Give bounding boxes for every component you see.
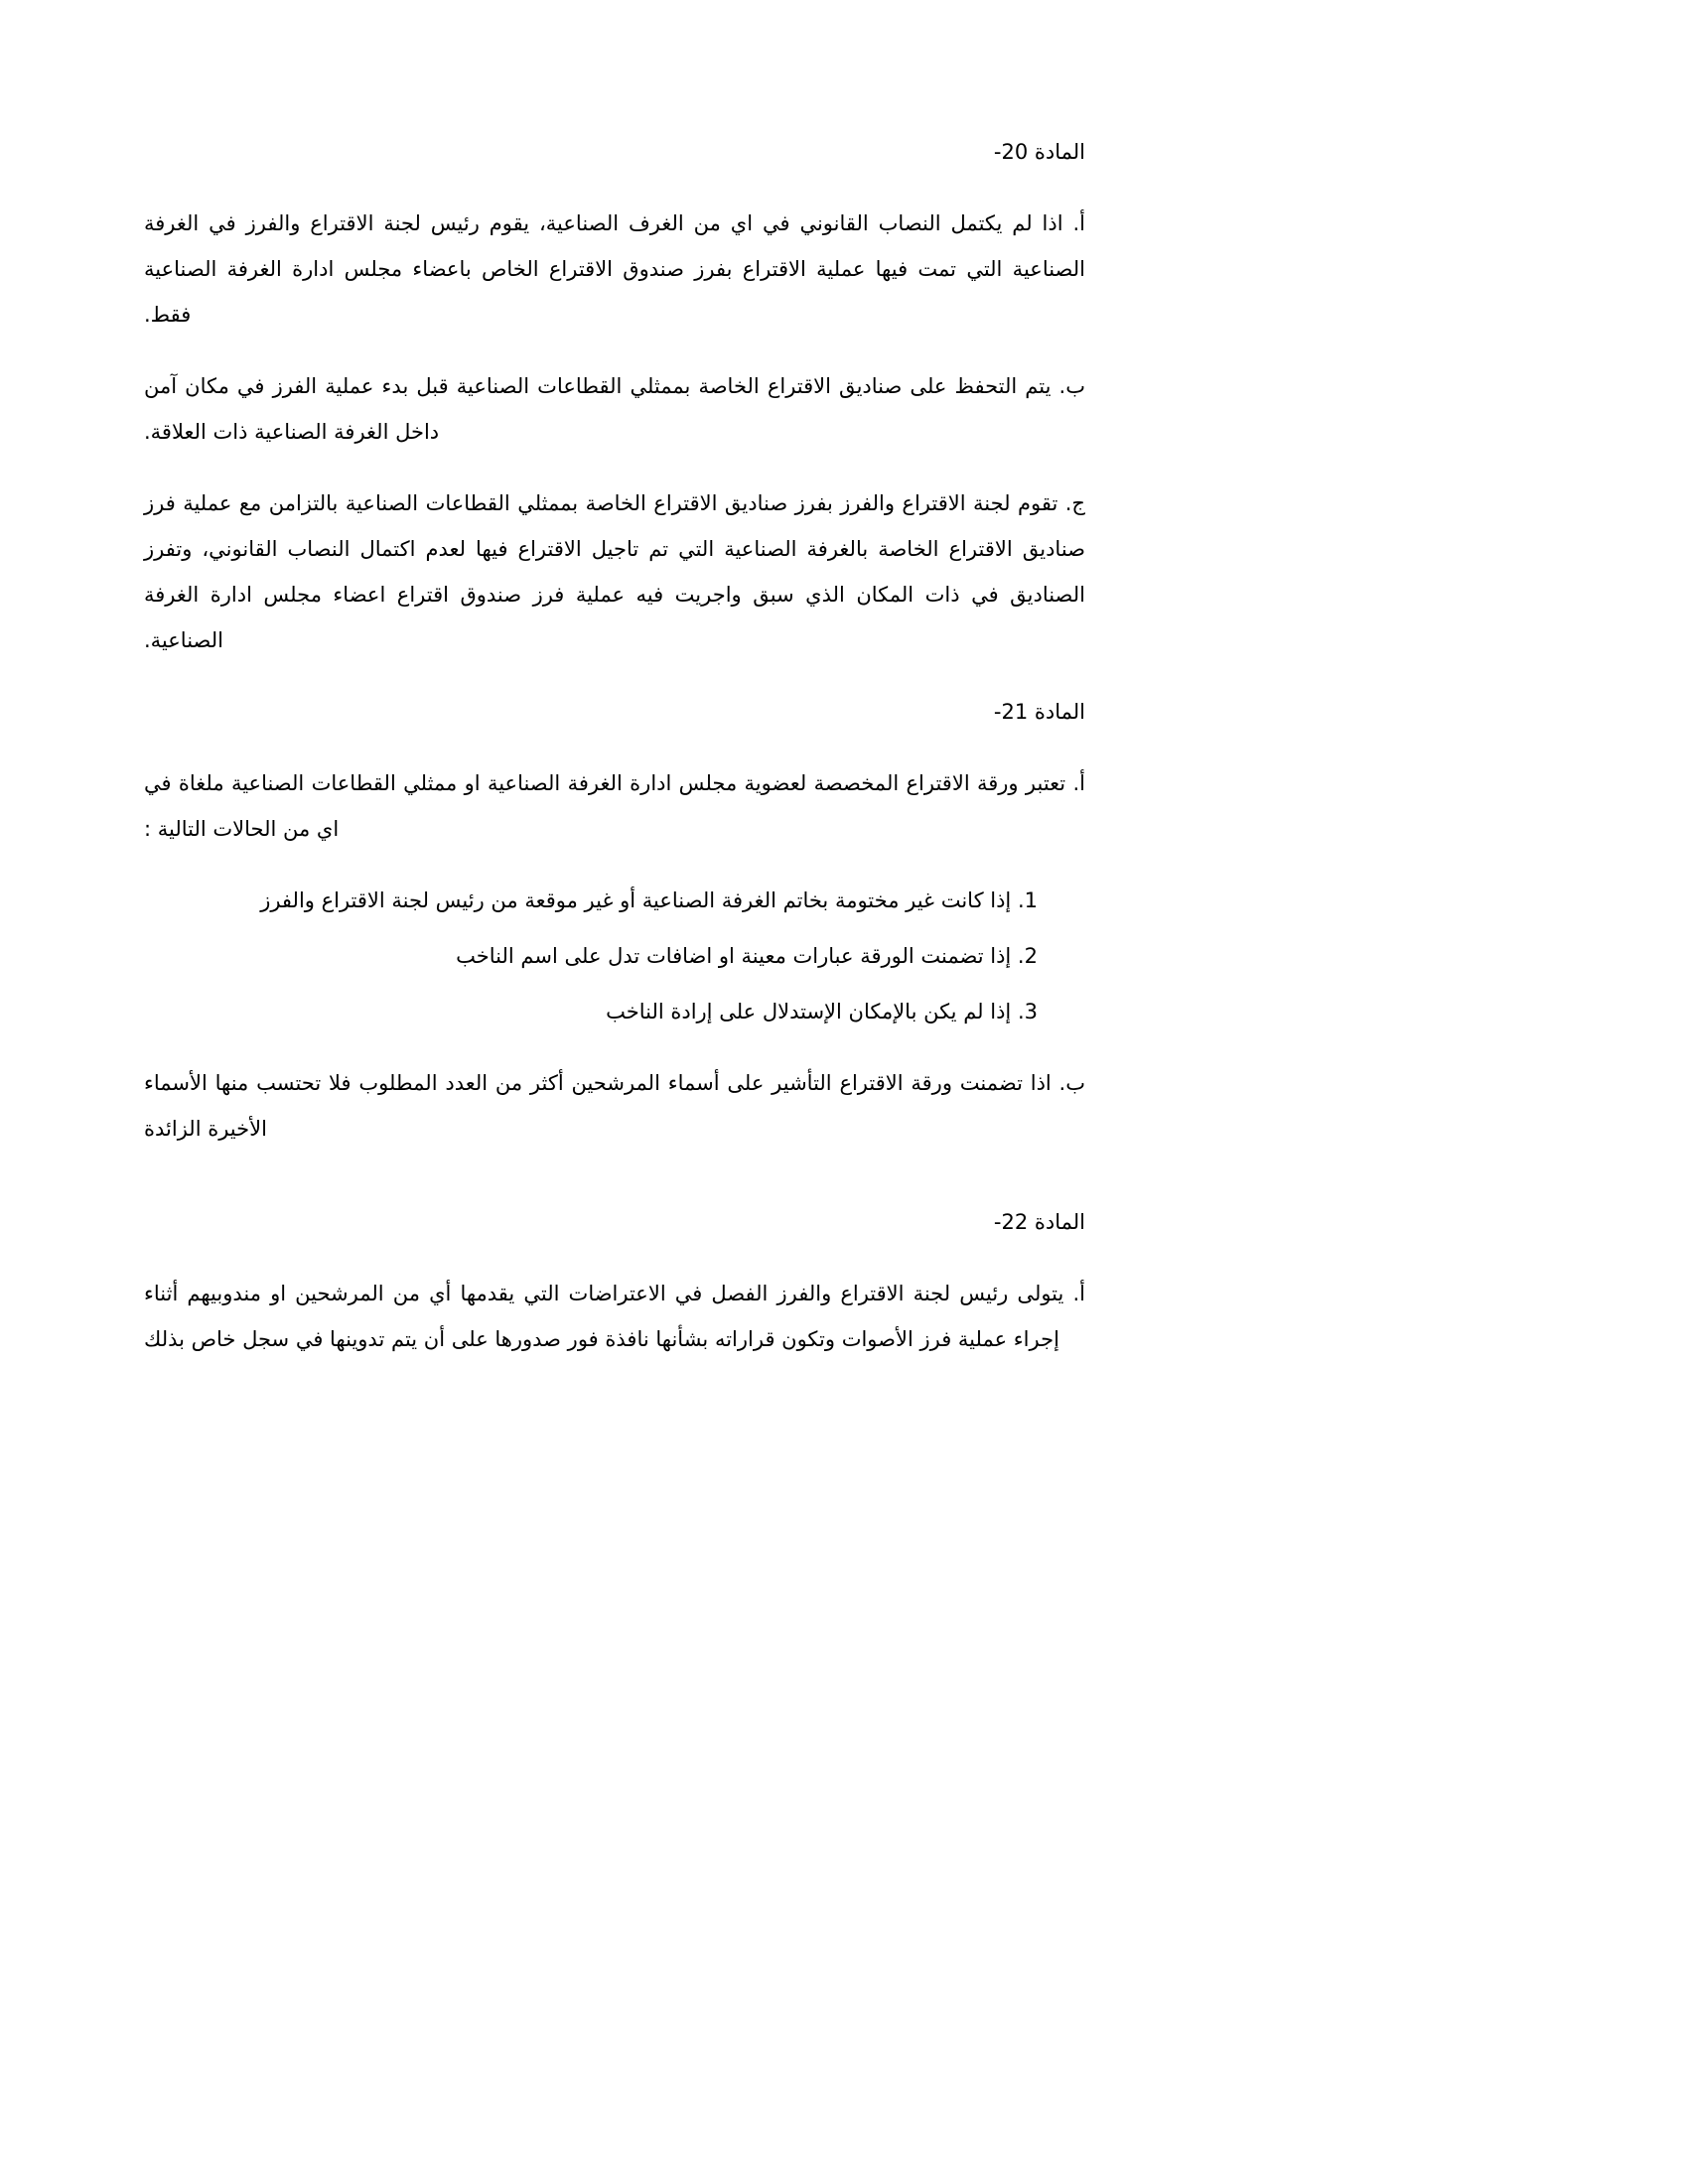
case-item-2: 2. إذا تضمنت الورقة عبارات معينة او اضافات تدل على اسم الناخب	[456, 944, 1038, 968]
article-22-clause-a: أ. يتولى رئيس لجنة الاقتراع والفرز الفصل في الاعتراضات التي يقدمها أي من المرشحين او مندوبيهم أثناء إجراء عملية فرز الأصوات وتكون قراراته بشأنها نافذة فور صدورها على أن يتم تدوينها في سجل خاص بذلك	[144, 1282, 1085, 1351]
invalid-ballot-cases-list	[144, 878, 1085, 1034]
case-item-1: 1. إذا كانت غير مختومة بخاتم الغرفة الصناعية أو غير موقعة من رئيس لجنة الاقتراع والفرز	[260, 888, 1038, 912]
case-item-3: 3. إذا لم يكن بالإمكان الإستدلال على إرادة الناخب	[606, 1000, 1038, 1024]
article-20-clause-a: أ. اذا لم يكتمل النصاب القانوني في اي من الغرف الصناعية، يقوم رئيس لجنة الاقتراع والفرز في الغرفة الصناعية التي تمت فيها عملية الاقتراع بفرز صندوق الاقتراع الخاص باعضاء مجلس ادارة الغرفة الصناعية فقط.	[144, 211, 1085, 327]
article-20-heading: المادة 20-	[993, 140, 1085, 164]
article-21-clause-b: ب. اذا تضمنت ورقة الاقتراع التأشير على أسماء المرشحين أكثر من العدد المطلوب فلا تحتسب منها الأسماء الأخيرة الزائدة	[144, 1071, 1085, 1141]
article-20-clause-c: ج. تقوم لجنة الاقتراع والفرز بفرز صناديق الاقتراع الخاصة بممثلي القطاعات الصناعية بالتزامن مع عملية فرز صناديق الاقتراع الخاصة بالغرفة الصناعية التي تم تاجيل الاقتراع فيها لعدم اكتمال النصاب القانوني، وتفرز الصناديق في ذات المكان الذي سبق واجريت فيه عملية فرز صندوق اقتراع اعضاء مجلس ادارة الغرفة الصناعية.	[144, 491, 1085, 652]
article-22-heading: المادة 22-	[993, 1210, 1085, 1234]
document-text-column	[144, 129, 1085, 1388]
article-20-clause-b: ب. يتم التحفظ على صناديق الاقتراع الخاصة بممثلي القطاعات الصناعية قبل بدء عملية الفرز في مكان آمن داخل الغرفة الصناعية ذات العلاقة.	[144, 374, 1085, 444]
article-21-clause-a: أ. تعتبر ورقة الاقتراع المخصصة لعضوية مجلس ادارة الغرفة الصناعية او ممثلي القطاعات الصناعية ملغاة في اي من الحالات التالية :	[144, 771, 1085, 841]
article-21-heading: المادة 21-	[993, 700, 1085, 724]
